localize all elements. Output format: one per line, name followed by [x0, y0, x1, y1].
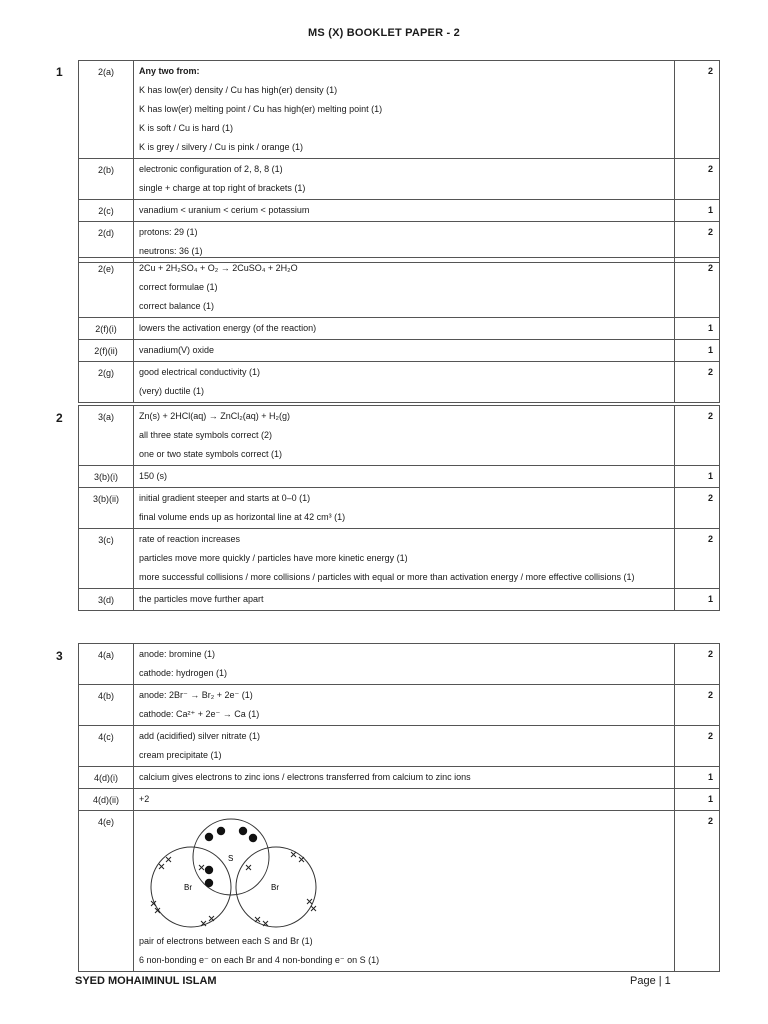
- marks-cell: 2: [675, 258, 720, 318]
- part-label: 3(c): [79, 529, 134, 589]
- marks-cell: 1: [675, 200, 720, 222]
- part-label: 2(b): [79, 159, 134, 200]
- answer-line: 6 non-bonding e⁻ on each Br and 4 non-bonding e⁻ on S (1): [139, 955, 380, 965]
- answer-line: correct balance (1): [139, 301, 215, 311]
- table-row: [79, 767, 720, 789]
- marks-cell: 2: [675, 488, 720, 529]
- answer-cell: [134, 159, 675, 200]
- answer-line: initial gradient steeper and starts at 0–0 (1): [139, 493, 311, 503]
- marks-cell: 2: [675, 644, 720, 685]
- part-label: 3(b)(ii): [79, 488, 134, 529]
- answer-line: add (acidified) silver nitrate (1): [139, 731, 261, 741]
- answer-line: lowers the activation energy (of the reaction): [139, 323, 317, 333]
- table-row: [79, 362, 720, 403]
- answer-line: one or two state symbols correct (1): [139, 449, 283, 459]
- answer-cell: [134, 406, 675, 466]
- answer-cell: [134, 589, 675, 611]
- answer-line: Zn(s) + 2HCl(aq) → ZnCl₂(aq) + H₂(g): [139, 411, 291, 421]
- answer-line: K is soft / Cu is hard (1): [139, 123, 234, 133]
- answer-line: anode: 2Br⁻ → Br₂ + 2e⁻ (1): [139, 690, 253, 700]
- part-label: 4(d)(ii): [79, 789, 134, 811]
- answer-cell: [134, 789, 675, 811]
- part-label: 4(d)(i): [79, 767, 134, 789]
- answer-cell: [134, 61, 675, 159]
- marks-cell: 2: [675, 362, 720, 403]
- marks-cell: 2: [675, 406, 720, 466]
- table-row: [79, 340, 720, 362]
- answer-line: particles move more quickly / particles have more kinetic energy (1): [139, 553, 408, 563]
- footer-page-number: Page | 1: [630, 975, 671, 987]
- table-row: [79, 200, 720, 222]
- answer-line: K has low(er) melting point / Cu has high(er) melting point (1): [139, 104, 383, 114]
- answer-cell: [134, 340, 675, 362]
- table-row: [79, 61, 720, 159]
- atom-label: Br: [184, 883, 192, 892]
- marks-cell: 1: [675, 789, 720, 811]
- answer-cell: [134, 362, 675, 403]
- answer-line: neutrons: 36 (1): [139, 246, 203, 256]
- page-title: MS (X) BOOKLET PAPER - 2: [308, 27, 460, 39]
- answer-line: correct formulae (1): [139, 282, 218, 292]
- part-label: 3(b)(i): [79, 466, 134, 488]
- table-row: [79, 811, 720, 972]
- answer-line: all three state symbols correct (2): [139, 430, 273, 440]
- table-row: [79, 406, 720, 466]
- table-row: [79, 685, 720, 726]
- mark-scheme-table-q2: [78, 405, 720, 611]
- answer-cell: [134, 258, 675, 318]
- answer-cell: [134, 644, 675, 685]
- answer-line: vanadium < uranium < cerium < potassium: [139, 205, 310, 215]
- table-row: [79, 726, 720, 767]
- answer-cell: [134, 318, 675, 340]
- marks-cell: 1: [675, 466, 720, 488]
- answer-cell: [134, 685, 675, 726]
- answer-line: (very) ductile (1): [139, 386, 205, 396]
- answer-line: anode: bromine (1): [139, 649, 216, 659]
- table-row: [79, 318, 720, 340]
- answer-line: 2Cu + 2H₂SO₄ + O₂ → 2CuSO₄ + 2H₂O: [139, 263, 298, 273]
- answer-cell: [134, 726, 675, 767]
- table-row: [79, 644, 720, 685]
- answer-line: pair of electrons between each S and Br (1): [139, 936, 313, 946]
- part-label: 4(a): [79, 644, 134, 685]
- part-label: 2(f)(ii): [79, 340, 134, 362]
- answer-cell: [134, 466, 675, 488]
- answer-line: Any two from:: [139, 66, 200, 76]
- dot-cross-diagram: [141, 817, 341, 929]
- part-label: 2(d): [79, 222, 134, 263]
- answer-line: the particles move further apart: [139, 594, 264, 604]
- answer-line: good electrical conductivity (1): [139, 367, 261, 377]
- question-number: 2: [56, 411, 63, 425]
- answer-cell: [134, 529, 675, 589]
- part-label: 4(e): [79, 811, 134, 972]
- answer-line: 150 (s): [139, 471, 168, 481]
- table-row: [79, 789, 720, 811]
- marks-cell: 2: [675, 811, 720, 972]
- answer-line: vanadium(V) oxide: [139, 345, 215, 355]
- table-row: [79, 589, 720, 611]
- part-label: 2(f)(i): [79, 318, 134, 340]
- answer-line: rate of reaction increases: [139, 534, 241, 544]
- part-label: 3(a): [79, 406, 134, 466]
- marks-cell: 2: [675, 529, 720, 589]
- table-row: [79, 488, 720, 529]
- answer-line: calcium gives electrons to zinc ions / electrons transferred from calcium to zinc ions: [139, 772, 471, 782]
- part-label: 2(a): [79, 61, 134, 159]
- marks-cell: 2: [675, 159, 720, 200]
- table-row: [79, 159, 720, 200]
- answer-line: cream precipitate (1): [139, 750, 222, 760]
- answer-line: +2: [139, 794, 150, 804]
- marks-cell: 2: [675, 61, 720, 159]
- table-row: [79, 529, 720, 589]
- marks-cell: 2: [675, 685, 720, 726]
- part-label: 2(g): [79, 362, 134, 403]
- answer-cell: [134, 488, 675, 529]
- answer-line: cathode: Ca²⁺ + 2e⁻ → Ca (1): [139, 709, 260, 719]
- table-row: [79, 466, 720, 488]
- answer-line: K has low(er) density / Cu has high(er) density (1): [139, 85, 338, 95]
- answer-line: single + charge at top right of brackets (1): [139, 183, 306, 193]
- electron-crosses: [151, 852, 316, 926]
- marks-cell: 2: [675, 222, 720, 263]
- answer-line: electronic configuration of 2, 8, 8 (1): [139, 164, 283, 174]
- mark-scheme-table-q1: [78, 60, 720, 263]
- atom-label: Br: [271, 883, 279, 892]
- atom-label: S: [228, 854, 234, 863]
- answer-line: final volume ends up as horizontal line at 42 cm³ (1): [139, 512, 346, 522]
- mark-scheme-table-q3: [78, 643, 720, 972]
- marks-cell: 2: [675, 726, 720, 767]
- part-label: 4(c): [79, 726, 134, 767]
- mark-scheme-table-q1-continued: [78, 257, 720, 403]
- answer-cell: [134, 811, 675, 972]
- part-label: 4(b): [79, 685, 134, 726]
- answer-line: protons: 29 (1): [139, 227, 198, 237]
- part-label: 2(e): [79, 258, 134, 318]
- question-number: 3: [56, 649, 63, 663]
- footer-author: SYED MOHAIMINUL ISLAM: [75, 975, 217, 987]
- marks-cell: 1: [675, 589, 720, 611]
- marks-cell: 1: [675, 767, 720, 789]
- answer-cell: [134, 767, 675, 789]
- marks-cell: 1: [675, 340, 720, 362]
- part-label: 2(c): [79, 200, 134, 222]
- table-row: [79, 258, 720, 318]
- answer-line: cathode: hydrogen (1): [139, 668, 228, 678]
- part-label: 3(d): [79, 589, 134, 611]
- answer-line: K is grey / silvery / Cu is pink / orange (1): [139, 142, 304, 152]
- answer-cell: [134, 200, 675, 222]
- question-number: 1: [56, 65, 63, 79]
- marks-cell: 1: [675, 318, 720, 340]
- answer-line: more successful collisions / more collisions / particles with equal or more than activation energy / more effective collisions (1): [139, 572, 635, 582]
